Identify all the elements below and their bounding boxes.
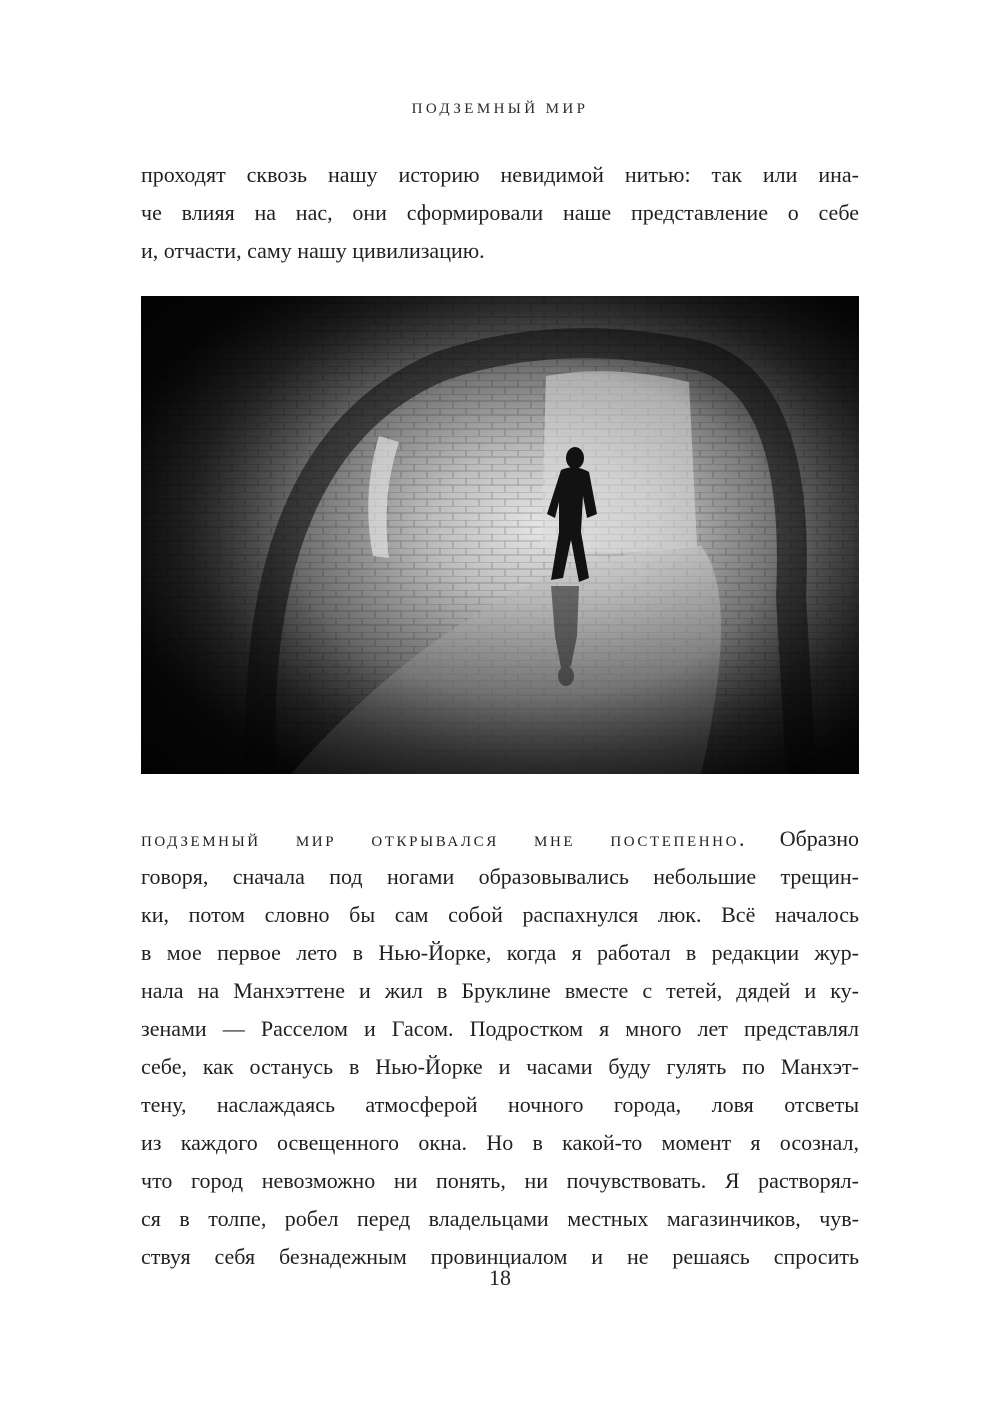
text-line: себе, как останусь в Нью-Йорке и часами буду гулять по Манхэт- <box>141 1054 859 1079</box>
text-line <box>141 820 859 858</box>
section-lead-in: подземный мир открывался мне постепенно. <box>141 826 748 851</box>
text-line: и, отчасти, саму нашу цивилизацию. <box>141 238 485 263</box>
text-line: тену, наслаждаясь атмосферой ночного города, ловя отсветы <box>141 1092 859 1117</box>
text-span: Образно <box>779 826 859 851</box>
text-line: ся в толпе, робел перед владельцами местных магазинчиков, чув- <box>141 1206 859 1231</box>
text-line: в мое первое лето в Нью-Йорке, когда я работал в редакции жур- <box>141 940 859 965</box>
tunnel-photograph <box>141 296 859 774</box>
text-line: че влияя на нас, они сформировали наше представление о себе <box>141 200 859 225</box>
text-line: из каждого освещенного окна. Но в какой-то момент я осознал, <box>141 1130 859 1155</box>
running-head: ПОДЗЕМНЫЙ МИР <box>411 101 589 117</box>
text-line: нала на Манхэттене и жил в Бруклине вместе с тетей, дядей и ку- <box>141 978 859 1003</box>
page-number: 18 <box>489 1265 511 1290</box>
text-line: проходят сквозь нашу историю невидимой нитью: так или ина- <box>141 162 859 187</box>
text-line: говоря, сначала под ногами образовывались небольшие трещин- <box>141 864 859 889</box>
text-line: зенами — Расселом и Гасом. Подростком я много лет представлял <box>141 1016 859 1041</box>
text-line: ки, потом словно бы сам собой распахнулся люк. Всё началось <box>141 902 859 927</box>
text-line: ствуя себя безнадежным провинциалом и не решаясь спросить <box>141 1244 859 1269</box>
text-line: что город невозможно ни понять, ни почувствовать. Я растворял- <box>141 1168 859 1193</box>
